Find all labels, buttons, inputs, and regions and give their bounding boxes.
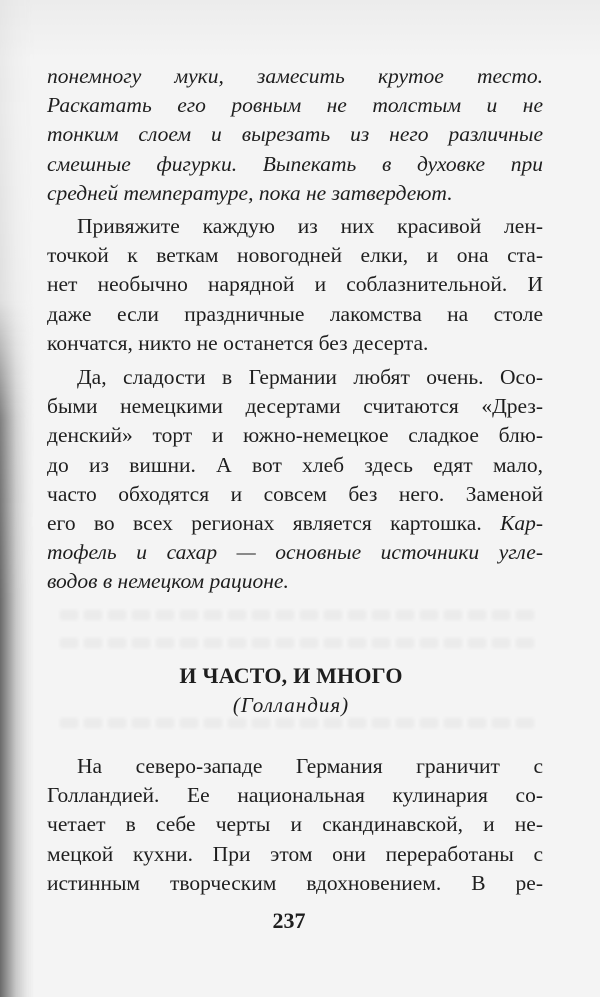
text-line: Привяжите каждую из них красивой лен-	[77, 214, 543, 238]
text-line: истинным творческим вдохновением. В ре-	[47, 870, 543, 895]
bleed-through-text	[60, 718, 540, 728]
text-line: водов в немецком рационе.	[47, 569, 289, 594]
page-top-shade	[0, 0, 600, 60]
text-line: точкой к веткам новогодней елки, и она ста-	[47, 243, 543, 268]
text-line: денский» торт и южно-немецкое сладкое блю-	[47, 423, 543, 448]
text-span: его во всех регионах является картошка.	[47, 510, 482, 535]
paragraph-recipe-continuation	[47, 62, 543, 208]
text-line: до из вишни. А вот хлеб здесь едят мало,	[47, 452, 543, 477]
text-line: тонким слоем и вырезать из него различные	[47, 122, 543, 147]
text-line: мецкой кухни. При этом они переработаны с	[47, 841, 543, 866]
text-line: Голландией. Ее национальная кулинария со-	[47, 783, 543, 808]
bleed-through-text	[60, 638, 540, 648]
paragraph-german-sweets	[47, 363, 543, 597]
text-line: Да, сладости в Германии любят очень. Осо-	[77, 365, 543, 389]
text-line-mixed	[47, 509, 543, 538]
page-number: 237	[272, 908, 306, 933]
bleed-through-text	[60, 610, 540, 620]
text-line: нет необычно нарядной и соблазнительной. И	[47, 272, 543, 297]
paragraph-holland-intro	[47, 752, 543, 898]
text-line: тофель и сахар — основные источники угле-	[47, 540, 543, 565]
paragraph-decorate-tree	[47, 212, 543, 358]
text-line: смешные фигурки. Выпекать в духовке при	[47, 151, 543, 176]
text-line: понемногу муки, замесить крутое тесто.	[47, 64, 543, 88]
text-line: На северо-западе Германия граничит с	[77, 754, 543, 778]
section-subtitle: (Голландия)	[232, 693, 350, 717]
binding-gutter-shadow	[0, 0, 34, 997]
text-line: даже если праздничные лакомства на столе	[47, 301, 543, 326]
text-span-italic: Кар-	[500, 510, 543, 535]
text-line: быми немецкими десертами считаются «Дрез-	[47, 394, 543, 419]
text-line: средней температуре, пока не затвердеют.	[47, 180, 453, 205]
section-title: И ЧАСТО, И МНОГО	[179, 663, 403, 688]
text-line: кончатся, никто не останется без десерта.	[47, 330, 429, 355]
text-line: Раскатать его ровным не толстым и не	[47, 93, 543, 118]
text-line: часто обходятся и совсем без него. Заменой	[47, 481, 543, 506]
text-line: четает в себе черты и скандинавской, и не-	[47, 812, 543, 837]
